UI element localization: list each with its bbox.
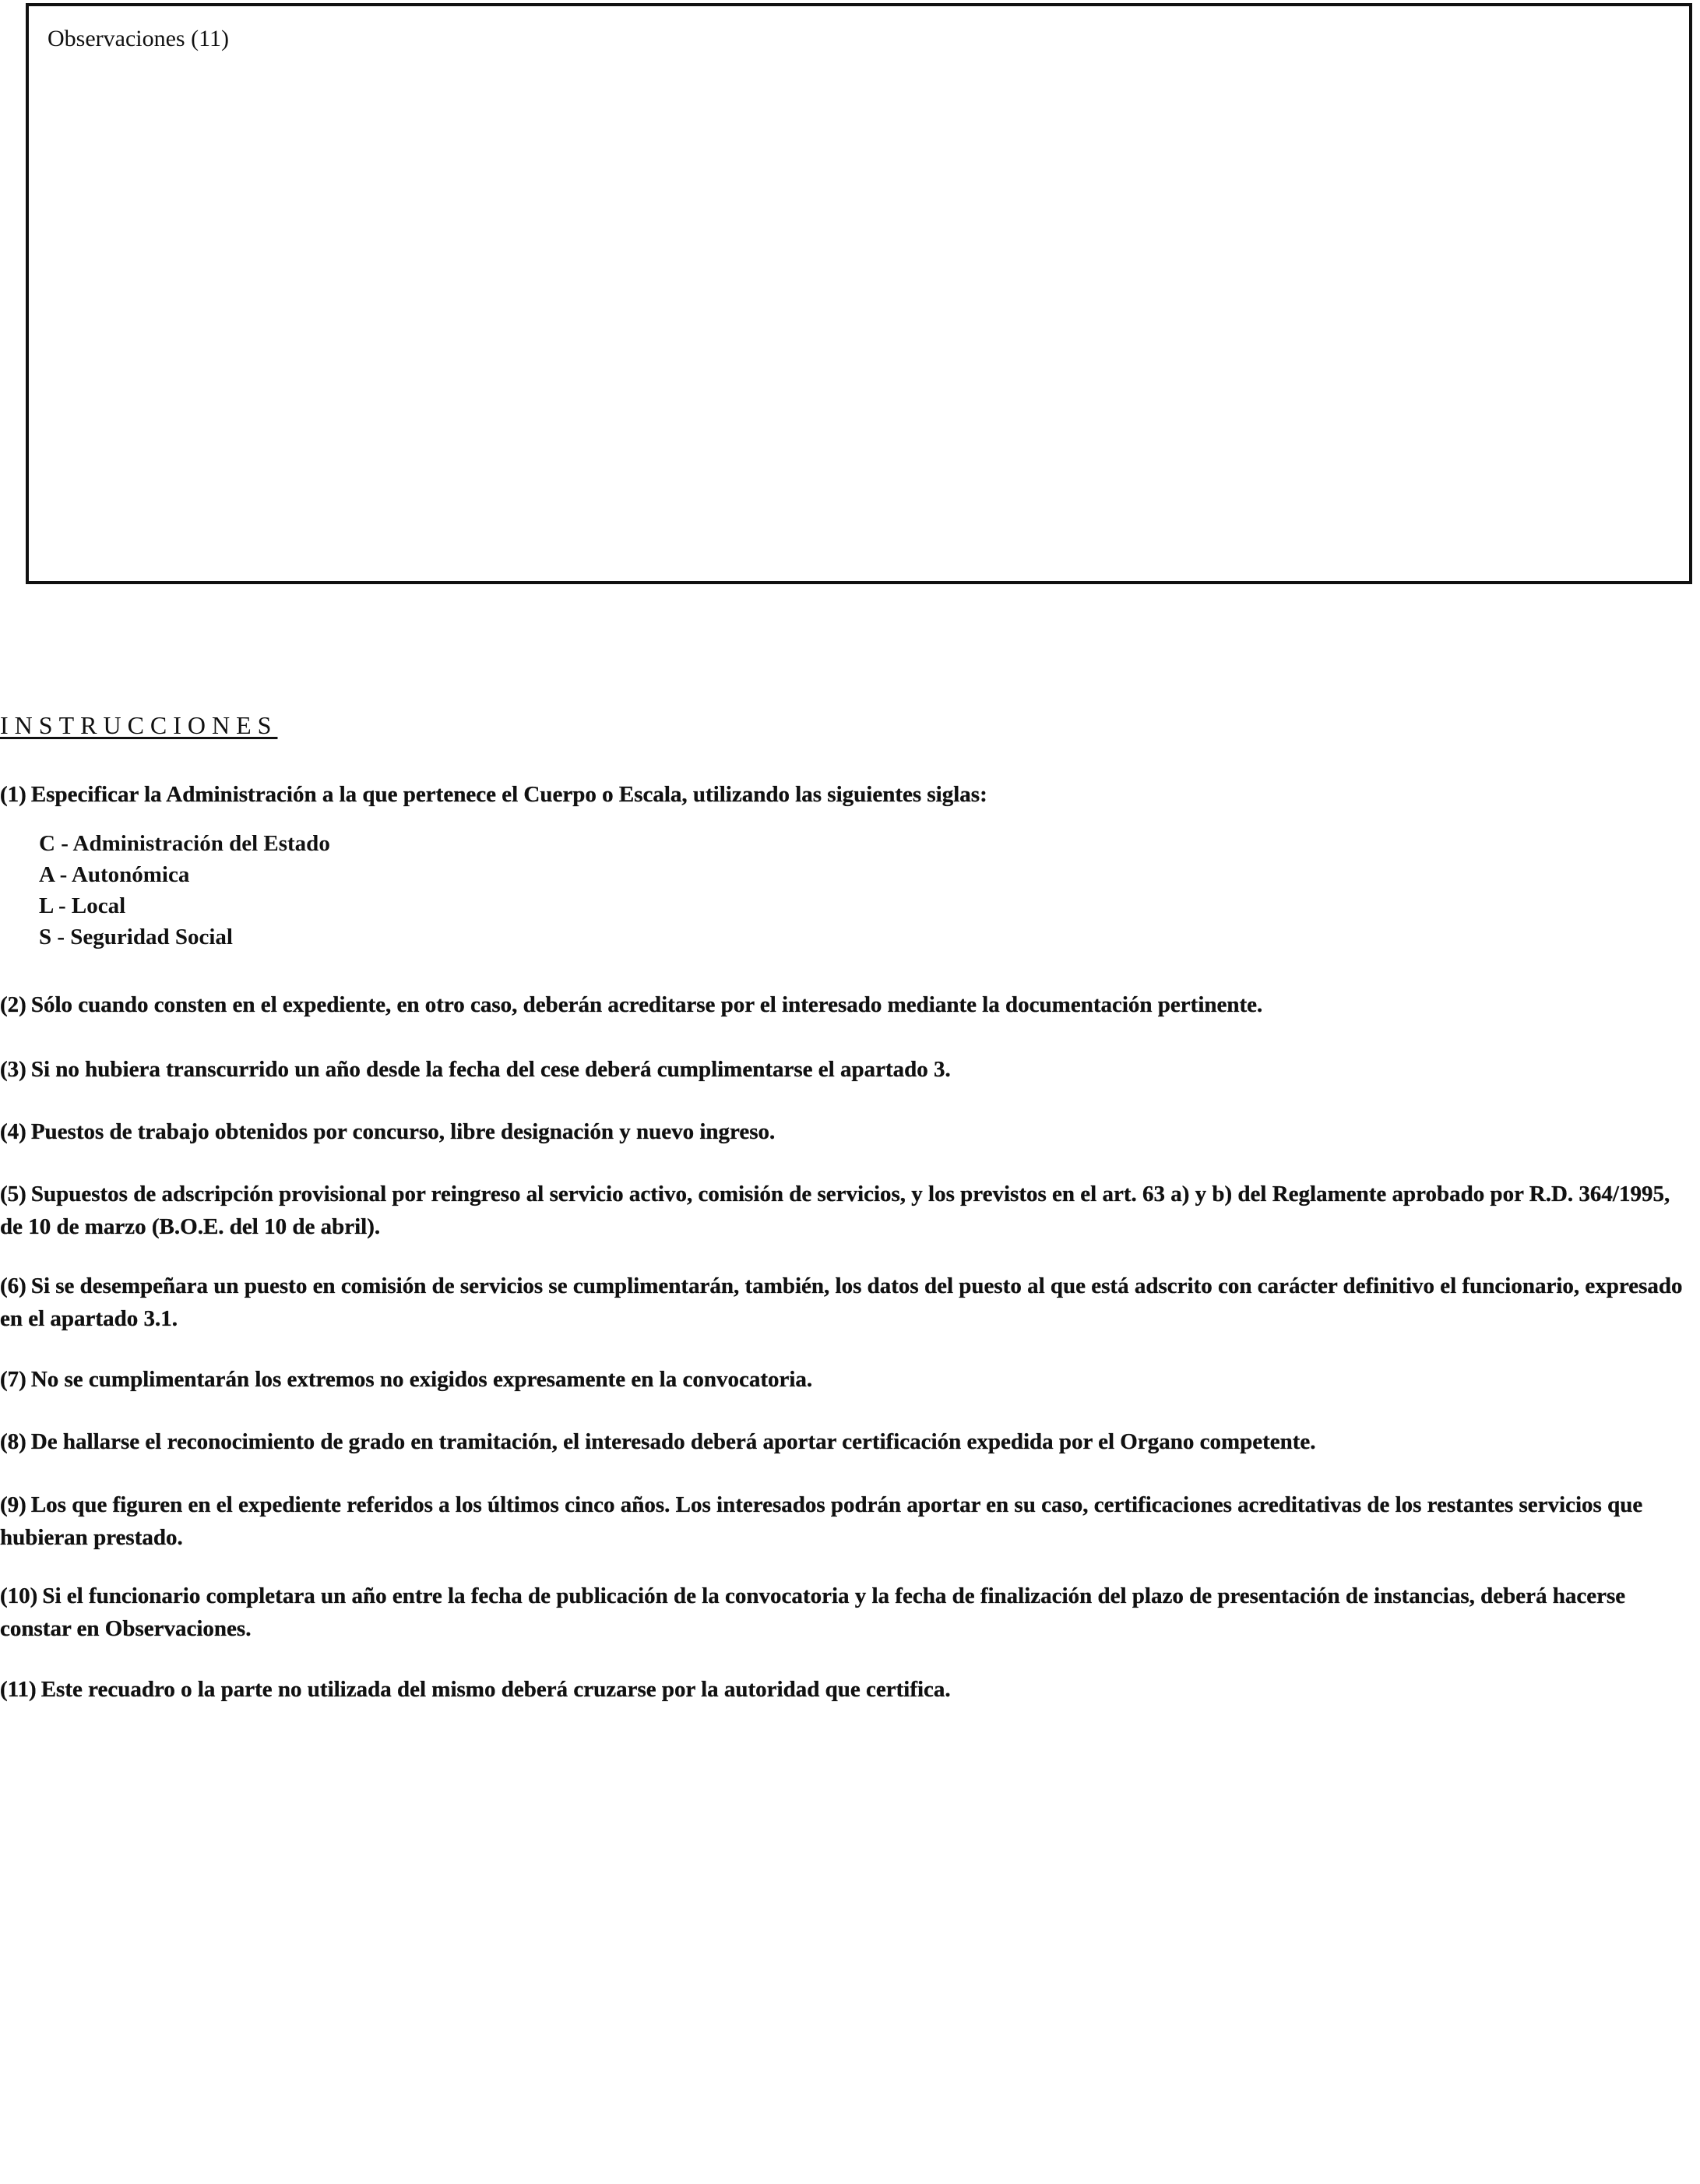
instruccion-text: Si se desempeñara un puesto en comisión de servicios se cumplimentarán, también, los datos del puesto al que está adscrito con carácter definitivo el funcionario, expresado en el apartado 3.1.	[0, 1273, 1683, 1331]
observaciones-box	[26, 3, 1692, 584]
instruccion-number: (9)	[0, 1492, 26, 1517]
sigla-item: S - Seguridad Social	[39, 925, 233, 949]
sigla-item: C - Administración del Estado	[39, 831, 330, 856]
instruccion-text: Si el funcionario completara un año entre la fecha de publicación de la convocatoria y la fecha de finalización del plazo de presentación de instancias, deberá hacerse constar en Observaciones.	[0, 1583, 1626, 1641]
instruccion-10	[0, 1580, 1690, 1645]
instruccion-11	[0, 1674, 1690, 1705]
instruccion-3	[0, 1054, 1690, 1085]
instruccion-number: (2)	[0, 992, 26, 1017]
instruccion-text: Si no hubiera transcurrido un año desde la fecha del cese deberá cumplimentarse el apartado 3.	[30, 1057, 951, 1082]
observaciones-label: Observaciones (11)	[48, 26, 229, 51]
siglas-list	[39, 828, 330, 953]
instruccion-6	[0, 1270, 1690, 1335]
instruccion-2	[0, 989, 1690, 1020]
instruccion-text: Los que figuren en el expediente referidos a los últimos cinco años. Los interesados podrán aportar en su caso, certificaciones acreditativas de los restantes servicios que hubieran prestado.	[0, 1492, 1643, 1550]
instruccion-text: No se cumplimentarán los extremos no exigidos expresamente en la convocatoria.	[30, 1367, 813, 1392]
instruccion-number: (8)	[0, 1429, 26, 1454]
instruccion-text: De hallarse el reconocimiento de grado en tramitación, el interesado deberá aportar certificación expedida por el Organo competente.	[30, 1429, 1316, 1454]
instruccion-number: (1)	[0, 782, 26, 807]
instruccion-1	[0, 779, 1690, 810]
instruccion-text: Puestos de trabajo obtenidos por concurso, libre designación y nuevo ingreso.	[30, 1119, 776, 1144]
instruccion-number: (10)	[0, 1583, 38, 1608]
instrucciones-heading: INSTRUCCIONES	[0, 711, 278, 739]
instruccion-4	[0, 1116, 1690, 1147]
instruccion-number: (5)	[0, 1182, 26, 1206]
instruccion-5	[0, 1178, 1690, 1243]
instruccion-number: (3)	[0, 1057, 26, 1082]
instruccion-text: Sólo cuando consten en el expediente, en otro caso, deberán acreditarse por el interesado mediante la documentación pertinente.	[30, 992, 1263, 1017]
instruccion-text: Especificar la Administración a la que pertenece el Cuerpo o Escala, utilizando las siguientes siglas:	[30, 782, 987, 807]
instruccion-7	[0, 1364, 1690, 1395]
instruccion-text: Supuestos de adscripción provisional por reingreso al servicio activo, comisión de servicios, y los previstos en el art. 63 a) y b) del Reglamente aprobado por R.D. 364/1995, de 10 de marzo (B.O.E. del 10 de abril).	[0, 1182, 1670, 1239]
instruccion-text: Este recuadro o la parte no utilizada del mismo deberá cruzarse por la autoridad que certifica.	[40, 1677, 951, 1702]
instruccion-8	[0, 1426, 1690, 1457]
sigla-item: A - Autonómica	[39, 862, 190, 887]
instruccion-number: (11)	[0, 1677, 37, 1702]
instruccion-number: (7)	[0, 1367, 26, 1392]
instruccion-number: (4)	[0, 1119, 26, 1144]
instruccion-number: (6)	[0, 1273, 26, 1298]
sigla-item: L - Local	[39, 893, 126, 918]
instruccion-9	[0, 1488, 1690, 1554]
